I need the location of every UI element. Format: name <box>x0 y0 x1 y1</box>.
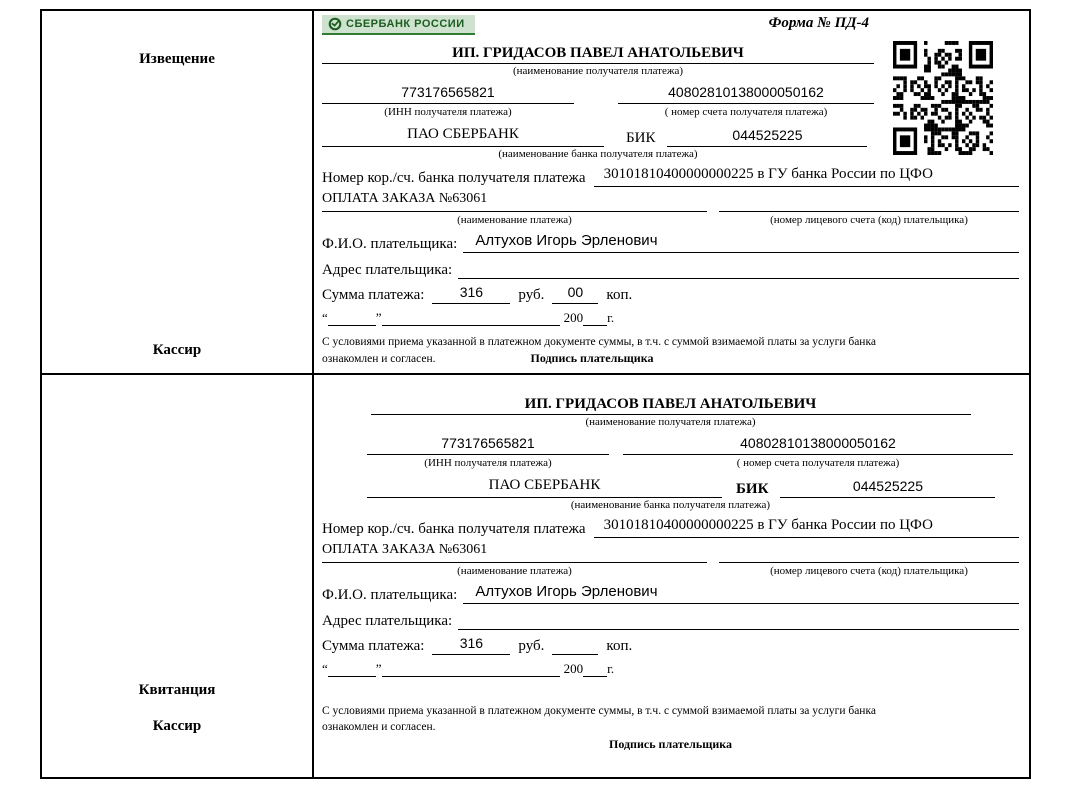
notice-left-column <box>42 11 314 373</box>
payer-address-label: Адрес плательщика: <box>322 262 453 279</box>
agreement-text <box>322 703 1019 735</box>
date-day-field <box>328 661 376 677</box>
inn-account-captions <box>367 456 1013 470</box>
account-caption: ( номер счета получателя платежа) <box>664 106 828 119</box>
recipient-name-caption: (наименование получателя платежа) <box>585 416 756 428</box>
inn-caption: (ИНН получателя платежа) <box>384 106 512 119</box>
payment-purpose-row <box>322 542 1019 563</box>
date-month-field <box>382 310 560 326</box>
payer-address-row <box>322 609 1019 630</box>
kop-label: коп. <box>606 287 633 304</box>
date-year-field <box>583 661 607 677</box>
agreement-text <box>322 334 1019 367</box>
corr-account-row <box>322 517 1019 538</box>
payer-name-value: Алтухов Игорь Эрленович <box>463 232 1019 253</box>
inn-value: 773176565821 <box>322 84 574 104</box>
payer-name-row <box>322 232 1019 253</box>
payer-address-label: Адрес плательщика: <box>322 613 453 630</box>
open-quote: “ <box>322 310 328 326</box>
agreement-line-1: С условиями приема указанной в платежном документе суммы, в т.ч. с суммой взимаемой платы за услуги банка <box>322 336 876 349</box>
personal-account-caption: (номер лицевого счета (код) плательщика) <box>770 564 968 577</box>
agreement-line-2: ознакомлен и согласен. <box>322 353 436 366</box>
bik-value: 044525225 <box>780 478 995 498</box>
recipient-name: ИП. ГРИДАСОВ ПАВЕЛ АНАТОЛЬЕВИЧ <box>322 43 874 64</box>
notice-cashier-label: Кассир <box>152 342 202 358</box>
payer-address-value <box>458 258 1019 279</box>
payer-name-row <box>322 583 1019 604</box>
inn-account-row <box>367 435 1013 455</box>
bik-label: БИК <box>626 129 656 146</box>
bank-name: ПАО СБЕРБАНК <box>322 126 604 147</box>
payer-address-row <box>322 258 1019 279</box>
sum-label: Сумма платежа: <box>322 638 425 655</box>
payment-sum-row <box>322 635 1019 655</box>
sberbank-emblem-icon <box>328 17 342 31</box>
account-value: 40802810138000050162 <box>623 435 1013 455</box>
receipt-left-column <box>42 375 314 777</box>
date-month-field <box>382 661 560 677</box>
notice-form-area <box>314 11 1029 373</box>
sum-kopecks-value <box>552 635 598 655</box>
payer-name-label: Ф.И.О. плательщика: <box>322 587 458 604</box>
receipt-form-area <box>314 375 1029 777</box>
date-row <box>322 310 957 326</box>
corr-account-row <box>322 166 1019 187</box>
account-caption: ( номер счета получателя платежа) <box>736 457 900 470</box>
corr-account-label: Номер кор./сч. банка получателя платежа <box>322 169 586 186</box>
purpose-captions-row <box>322 564 1019 578</box>
receipt-section <box>42 373 1029 777</box>
year-suffix: г. <box>607 310 615 326</box>
year-suffix: г. <box>607 661 615 677</box>
inn-value: 773176565821 <box>367 435 609 455</box>
notice-upper-fields <box>322 43 874 161</box>
agreement-line-1: С условиями приема указанной в платежном документе суммы, в т.ч. с суммой взимаемой платы за услуги банка <box>322 705 876 718</box>
sum-rubles-value: 316 <box>432 635 510 655</box>
agreement-line-2: ознакомлен и согласен. <box>322 721 436 734</box>
year-prefix: 200 <box>563 310 584 326</box>
signature-label: Подпись плательщика <box>530 351 654 366</box>
personal-account-field <box>719 191 1019 212</box>
inn-caption: (ИНН получателя платежа) <box>424 457 552 470</box>
payment-name-caption: (наименование платежа) <box>457 213 572 226</box>
corr-account-value: 30101810400000000225 в ГУ банка России по ЦФО <box>594 166 1019 187</box>
sum-label: Сумма платежа: <box>322 287 425 304</box>
corr-account-label: Номер кор./сч. банка получателя платежа <box>322 520 586 537</box>
open-quote: “ <box>322 661 328 677</box>
sum-rubles-value: 316 <box>432 284 510 304</box>
date-year-field <box>583 310 607 326</box>
bank-name-caption: (наименование банка получателя платежа) <box>498 147 698 160</box>
form-frame <box>40 9 1031 779</box>
personal-account-field <box>719 542 1019 563</box>
notice-header-row <box>322 15 1019 43</box>
recipient-name-caption: (наименование получателя платежа) <box>512 65 684 77</box>
bik-value: 044525225 <box>667 127 867 147</box>
bank-row <box>322 126 874 147</box>
account-value: 40802810138000050162 <box>618 84 874 104</box>
bank-row <box>367 477 1013 498</box>
rub-label: руб. <box>518 638 545 655</box>
bank-name-caption: (наименование банка получателя платежа) <box>570 498 771 511</box>
payer-address-value <box>458 609 1019 630</box>
purpose-captions-row <box>322 213 1019 227</box>
qr-code <box>893 41 993 155</box>
recipient-name: ИП. ГРИДАСОВ ПАВЕЛ АНАТОЛЬЕВИЧ <box>371 393 971 415</box>
signature-label: Подпись плательщика <box>609 737 732 752</box>
payment-sum-row <box>322 284 1019 304</box>
form-number-label: Форма № ПД-4 <box>768 15 869 31</box>
inn-account-captions <box>322 105 874 119</box>
close-quote: ” <box>375 310 382 326</box>
receipt-cashier-label: Кассир <box>152 718 202 734</box>
corr-account-value: 30101810400000000225 в ГУ банка России по ЦФО <box>594 517 1019 538</box>
sberbank-logo <box>322 15 475 35</box>
payment-purpose: ОПЛАТА ЗАКАЗА №63061 <box>322 191 707 212</box>
close-quote: ” <box>375 661 382 677</box>
sberbank-logo-text: СБЕРБАНК РОССИИ <box>346 18 465 30</box>
payer-name-value: Алтухов Игорь Эрленович <box>463 583 1019 604</box>
sum-kopecks-value: 00 <box>552 284 598 304</box>
payer-name-label: Ф.И.О. плательщика: <box>322 236 458 253</box>
date-row <box>322 661 999 677</box>
year-prefix: 200 <box>563 661 584 677</box>
inn-account-row <box>322 84 874 104</box>
payment-name-caption: (наименование платежа) <box>457 564 572 577</box>
date-day-field <box>328 310 376 326</box>
bank-name: ПАО СБЕРБАНК <box>367 477 722 498</box>
agreement-line-2-row <box>322 350 1019 367</box>
personal-account-caption: (номер лицевого счета (код) плательщика) <box>770 213 968 226</box>
notice-section <box>42 11 1029 373</box>
payment-purpose: ОПЛАТА ЗАКАЗА №63061 <box>322 542 707 563</box>
payment-purpose-row <box>322 191 1019 212</box>
bik-label: БИК <box>736 480 769 497</box>
receipt-label: Квитанция <box>138 682 216 698</box>
notice-label: Извещение <box>139 51 215 67</box>
kop-label: коп. <box>606 638 633 655</box>
rub-label: руб. <box>518 287 545 304</box>
